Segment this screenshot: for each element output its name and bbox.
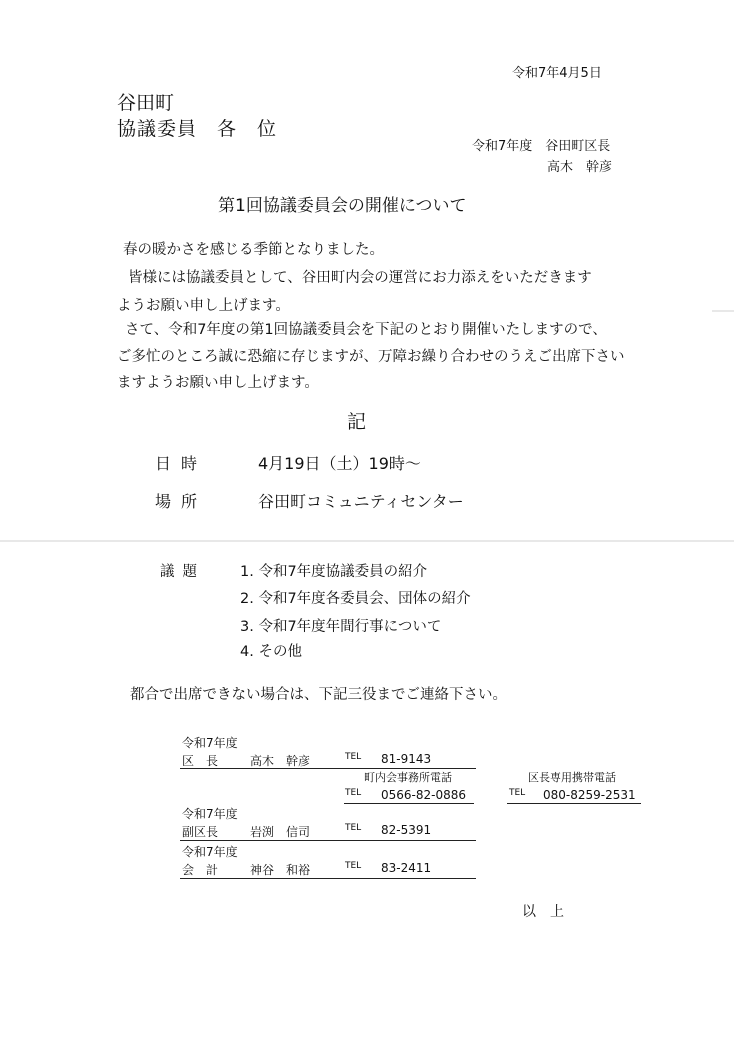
vice-tel: 82-5391 [381, 823, 432, 837]
vice-name: 岩渕 信司 [250, 825, 311, 839]
closing: 以 上 [522, 904, 564, 920]
row-divider [180, 840, 476, 841]
mobile-divider [507, 803, 641, 804]
body-line-5: ご多忙のところ誠に恐縮に存じますが、万障お繰り合わせのうえご出席下さい [117, 349, 625, 365]
document-title: 第1回協議委員会の開催について [218, 196, 467, 216]
datetime-label: 日時 [155, 454, 208, 473]
body-line-4: さて、令和7年度の第1回協議委員会を下記のとおり開催いたしますので、 [125, 322, 607, 338]
ki-heading: 記 [347, 411, 367, 433]
treasurer-year: 令和7年度 [182, 845, 238, 859]
datetime-value: 4月19日（土）19時～ [258, 454, 421, 473]
chief-role: 区 長 [182, 754, 219, 768]
vice-tel-mark: TEL [345, 823, 362, 833]
agenda-item-4: 4. その他 [240, 644, 302, 660]
mobile-label: 区長専用携帯電話 [528, 771, 616, 784]
vice-role: 副区長 [182, 825, 219, 839]
row-divider [180, 878, 476, 879]
treasurer-role: 会 計 [182, 863, 219, 877]
agenda-label: 議題 [160, 564, 205, 580]
agenda-item-3: 3. 令和7年度年間行事について [240, 619, 442, 635]
recipient-town: 谷田町 [117, 92, 175, 114]
body-line-2: 皆様には協議委員として、谷田町内会の運営にお力添えをいただきます [128, 270, 592, 286]
scan-mark [712, 310, 734, 312]
office-tel-mark: TEL [345, 788, 362, 798]
treasurer-tel-mark: TEL [345, 861, 362, 871]
chief-tel-mark: TEL [345, 752, 362, 762]
office-label: 町内会事務所電話 [364, 771, 452, 784]
body-line-3: ようお願い申し上げます。 [117, 298, 290, 314]
mobile-tel: 080-8259-2531 [543, 788, 636, 802]
body-line-1: 春の暖かさを感じる季節となりました。 [123, 242, 384, 258]
chief-year: 令和7年度 [182, 736, 238, 750]
recipient: 協議委員 各 位 [117, 118, 278, 140]
mobile-tel-mark: TEL [509, 788, 526, 798]
body-line-6: ますようお願い申し上げます。 [117, 375, 319, 391]
place-label: 場所 [155, 492, 208, 511]
agenda-item-1: 1. 令和7年度協議委員の紹介 [240, 564, 428, 580]
chief-tel: 81-9143 [381, 752, 432, 766]
absence-note: 都合で出席できない場合は、下記三役までご連絡下さい。 [130, 687, 507, 703]
treasurer-name: 神谷 和裕 [250, 863, 311, 877]
office-tel: 0566-82-0886 [381, 788, 467, 802]
treasurer-tel: 83-2411 [381, 861, 432, 875]
sender-title: 令和7年度 谷田町区長 [472, 139, 611, 154]
sender-name: 高木 幹彦 [547, 160, 613, 175]
office-divider [344, 803, 474, 804]
vice-year: 令和7年度 [182, 807, 238, 821]
place-value: 谷田町コミュニティセンター [258, 492, 464, 511]
agenda-item-2: 2. 令和7年度各委員会、団体の紹介 [240, 591, 471, 607]
chief-name: 高木 幹彦 [250, 754, 311, 768]
letter-date: 令和7年4月5日 [512, 66, 602, 81]
scan-fold-line [0, 540, 734, 542]
